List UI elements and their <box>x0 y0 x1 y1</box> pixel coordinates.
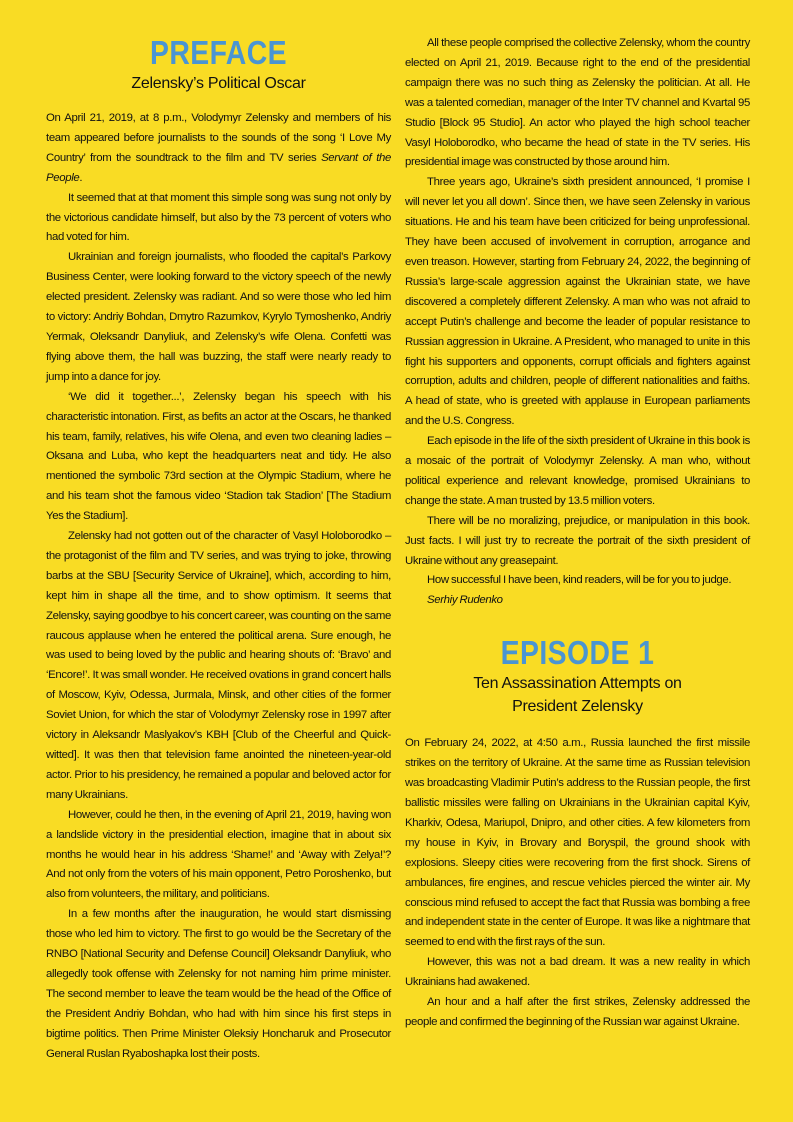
series-title: Servant of the People <box>46 151 391 184</box>
preface-paragraph-9: Three years ago, Ukraine’s sixth president announced, ‘I promise I will never let you all down’. Since then, we have seen Zelensky in various situations. He and his team have been criticized for being unprofessional. They have been accused of involvement in corruption, arrogance and even treason. However, starting from February 24, 2022, the beginning of Russia’s large-scale aggression against the Ukrainian state, we have discovered a completely different Zelensky. A man who was not afraid to accept Putin’s challenge and become the leader of popular resistance to Russian aggression in Ukraine. A President, who managed to unite in this fight his supporters and opponents, corrupt officials and fighters against corruption, adults and children, people of different nationalities and faiths. A head of state, who is greeted with applause in European parliaments and the U.S. Congress. <box>405 176 750 428</box>
author-signature: Serhiy Rudenko <box>427 594 503 607</box>
episode-paragraph-2: However, this was not a bad dream. It was a new reality in which Ukrainians had awakened. <box>405 956 750 989</box>
episode-heading: EPISODE 1 <box>500 634 655 672</box>
episode-paragraph-3: An hour and a half after the first strikes, Zelensky addressed the people and confirmed the beginning of the Russian war against Ukraine. <box>405 996 750 1028</box>
preface-paragraph-8: All these people comprised the collective Zelensky, whom the country elected on April 21, 2019. Because right to the end of the presidential campaign there was no such thing as Zelensky the politician. At all. He was a talented comedian, manager of the Inter TV channel and Kvartal 95 Studio [Block 95 Studio]. An actor who played the high school teacher Vasyl Holoborodko, who became the head of state in the TV series. His presidential image was constructed by those around him. <box>405 37 750 169</box>
preface-paragraph-4: ‘We did it together...’, Zelensky began his speech with his characteristic intonation. First, as befits an actor at the Oscars, he thanked his team, family, relatives, his wife Olena, and even two cleaning ladies – Oksana and Luba, who kept the headquarters neat and tidy. He also mentioned the symbolic 73rd section at the Olympic Stadium, where he and his team shot the famous video ‘Stadion tak Stadion’ [The Stadium Yes the Stadium]. <box>46 390 391 523</box>
left-column <box>46 34 391 1065</box>
preface-paragraph-6: However, could he then, in the evening of April 21, 2019, having won a landslide victory in the presidential election, imagine that in about six months he would hear in his address ‘Shame!’ and ‘Away with Zelya!’? And not only from the voters of his main opponent, Petro Poroshenko, but also from volunteers, the military, and politicians. <box>46 808 391 901</box>
preface-paragraph-5: Zelensky had not gotten out of the character of Vasyl Holoborodko – the protagonist of the film and TV series, and was trying to joke, throwing barbs at the SBU [Security Service of Ukraine], which, according to him, kept him in shape all the time, and to show optimism. It seems that Zelensky, saying goodbye to his concert career, was counting on the same raucous applause when he entered the political arena. Sure enough, he was used to being loved by the public and hearing shouts of: ‘Bravo’ and ‘Encore!’. It was small wonder. He received ovations in grand concert halls of Moscow, Kyiv, Odessa, Jurmala, Minsk, and other cities of the former Soviet Union, for which the star of Volodymyr Zelensky rose in 1997 after victory in Aleksandr Maslyakov’s KBH [Club of the Cheerful and Quick-witted]. It was then that television fame anointed the nineteen-year-old actor. Prior to his presidency, he remained a popular and beloved actor for many Ukrainians. <box>46 530 391 801</box>
section-spacer <box>405 611 750 634</box>
preface-paragraph-1-text: On April 21, 2019, at 8 p.m., Volodymyr Zelensky and members of his team appeared before journalists to the sounds of the song ‘I Love My Country’ from the soundtrack to the film and TV series <box>46 112 391 164</box>
preface-paragraph-10: Each episode in the life of the sixth president of Ukraine in this book is a mosaic of the portrait of Volodymyr Zelensky. A man who, without political experience and relevant knowledge, promised Ukrainians to change the state. A man trusted by 13.5 million voters. <box>405 435 750 507</box>
preface-paragraph-1 <box>46 109 391 189</box>
preface-paragraph-7: In a few months after the inauguration, he would start dismissing those who led him to victory. The first to go would be the Secretary of the RNBO [National Security and Defense Council] Oleksandr Danyliuk, who allegedly took offense with Zelensky for not naming him prime minister. The second member to leave the team would be the head of the Office of the President Andriy Bohdan, who had with him since his first steps in bigtime politics. Then Prime Minister Oleksiy Honcharuk and Prosecutor General Ruslan Ryaboshapka lost their posts. <box>46 908 391 1060</box>
episode-subtitle <box>405 672 750 718</box>
preface-paragraph-3: Ukrainian and foreign journalists, who flooded the capital’s Parkovy Business Center, were looking forward to the victory speech of the newly elected president. Zelensky was radiant. And so were those who led him to victory: Andriy Bohdan, Dmytro Razumkov, Kyrylo Tymoshenko, Andriy Yermak, Oleksandr Danyliuk, and Zelensky’s wife Olena. Confetti was flying above them, the hall was buzzing, the staff were nearly ready to jump into a dance for joy. <box>46 251 391 383</box>
preface-paragraph-11: There will be no moralizing, prejudice, or manipulation in this book. Just facts. I will just try to recreate the portrait of the sixth president of Ukraine without any greasepaint. <box>405 514 750 567</box>
preface-subtitle: Zelensky’s Political Oscar <box>131 75 306 92</box>
episode-subtitle-line-2: President Zelensky <box>512 698 643 716</box>
preface-heading: PREFACE <box>149 34 288 71</box>
episode-subtitle-line-1: Ten Assassination Attempts on <box>473 675 682 693</box>
right-column <box>405 34 750 1033</box>
episode-paragraph-1: On February 24, 2022, at 4:50 a.m., Russia launched the first missile strikes on the territory of Ukraine. At the same time as Russian television was broadcasting Vladimir Putin’s address to the Russian people, the first ballistic missiles were falling on Ukrainians in the Ukrainian capital Kyiv, Kharkiv, Odesa, Mariupol, Dnipro, and other cities. A few kilometers from my house in Kyiv, in Brovary and Boryspil, the ground shook with explosions. Sleepy cities were recovering from the first shock. Sirens of ambulances, fire engines, and rescue vehicles pierced the winter air. My conscious mind refused to accept the fact that Russia was bombing a free and independent state in the center of Europe. It was like a nightmare that seemed to end with the first rays of the sun. <box>405 737 750 949</box>
preface-paragraph-12: How successful I have been, kind readers, will be for you to judge. <box>427 574 732 587</box>
preface-paragraph-2: It seemed that at that moment this simple song was sung not only by the victorious candidate himself, but also by the 73 percent of voters who had voted for him. <box>46 191 391 244</box>
preface-paragraph-1-end: . <box>79 171 83 184</box>
